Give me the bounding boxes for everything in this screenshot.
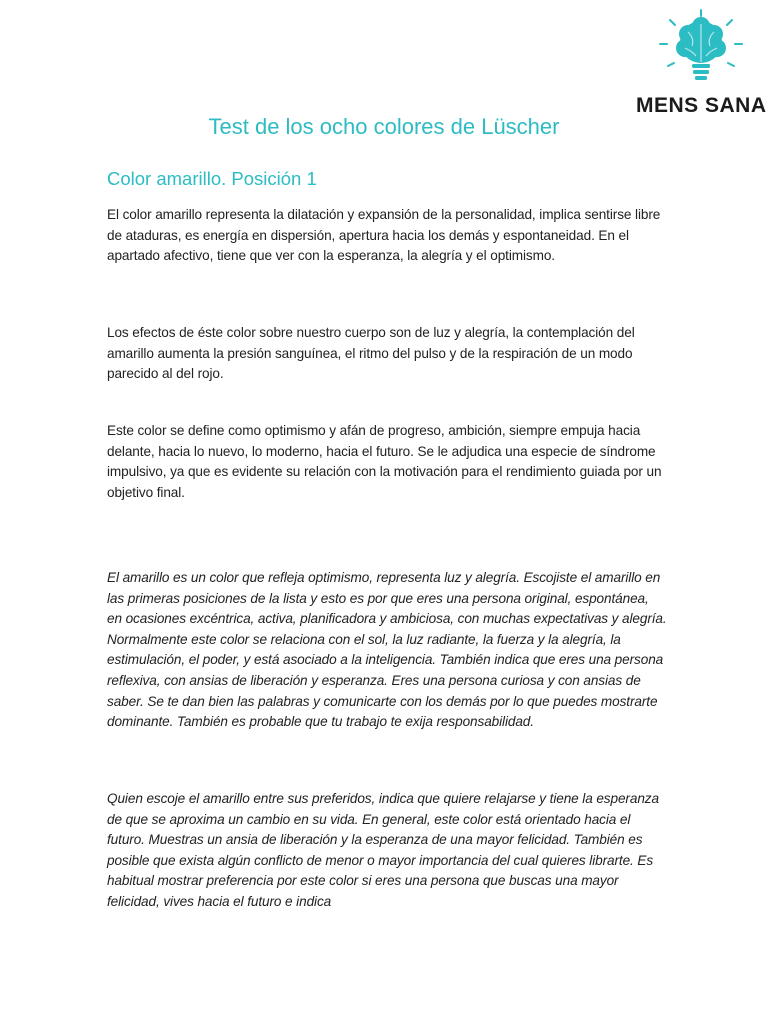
paragraph-italic: El amarillo es un color que refleja optimismo, representa luz y alegría. Escojiste el amarillo en las primeras posiciones de la lista y esto es por que eres una persona original, espontánea, en ocasiones excéntrica, activa, planificadora y ambiciosa, con muchas expectativas y alegría. Normalmente este color se relaciona con el sol, la luz radiante, la fuerza y la alegría, la estimulación, el poder, y está asociado a la inteligencia. También indica que eres una persona reflexiva, con ansias de liberación y esperanza. Eres una persona curiosa y con ansias de saber. Se te dan bien las palabras y comunicarte con los demás por lo que puedes mostrarte dominante. También es probable que tu trabajo te exija responsabilidad.	[107, 570, 667, 730]
paragraph: El color amarillo representa la dilatación y expansión de la personalidad, implica sentirse libre de ataduras, es energía en dispersión, apertura hacia los demás y espontaneidad. En el apartado afectivo, tiene que ver con la esperanza, la alegría y el optimismo.	[107, 207, 661, 264]
mens-sana-logo	[636, 8, 766, 123]
brand-name: MENS SANA	[636, 94, 767, 117]
lightbulb-brain-icon	[658, 8, 744, 94]
paragraph: Este color se define como optimismo y afán de progreso, ambición, siempre empuja hacia delante, hacia lo nuevo, lo moderno, hacia el futuro. Se le adjudica una especie de síndrome impulsivo, ya que es evidente su relación con la motivación para el rendimiento guiada por un objetivo final.	[107, 423, 662, 500]
paragraph-italic: Quien escoje el amarillo entre sus preferidos, indica que quiere relajarse y tiene la esperanza de que se aproxima un cambio en su vida. En general, este color está orientado hacia el futuro. Muestras un ansia de liberación y la esperanza de una mayor felicidad. También es posible que exista algún conflicto de menor o mayor importancia del cual quieres librarte. Es habitual mostrar preferencia por este color si eres una persona que buscas una mayor felicidad, vives hacia el futuro e indica	[107, 791, 659, 909]
paragraph: Los efectos de éste color sobre nuestro cuerpo son de luz y alegría, la contemplación del amarillo aumenta la presión sanguínea, el ritmo del pulso y de la respiración de un modo parecido al del rojo.	[107, 325, 635, 382]
document-title: Test de los ocho colores de Lüscher	[208, 114, 560, 139]
section-heading: Color amarillo. Posición 1	[107, 168, 317, 189]
